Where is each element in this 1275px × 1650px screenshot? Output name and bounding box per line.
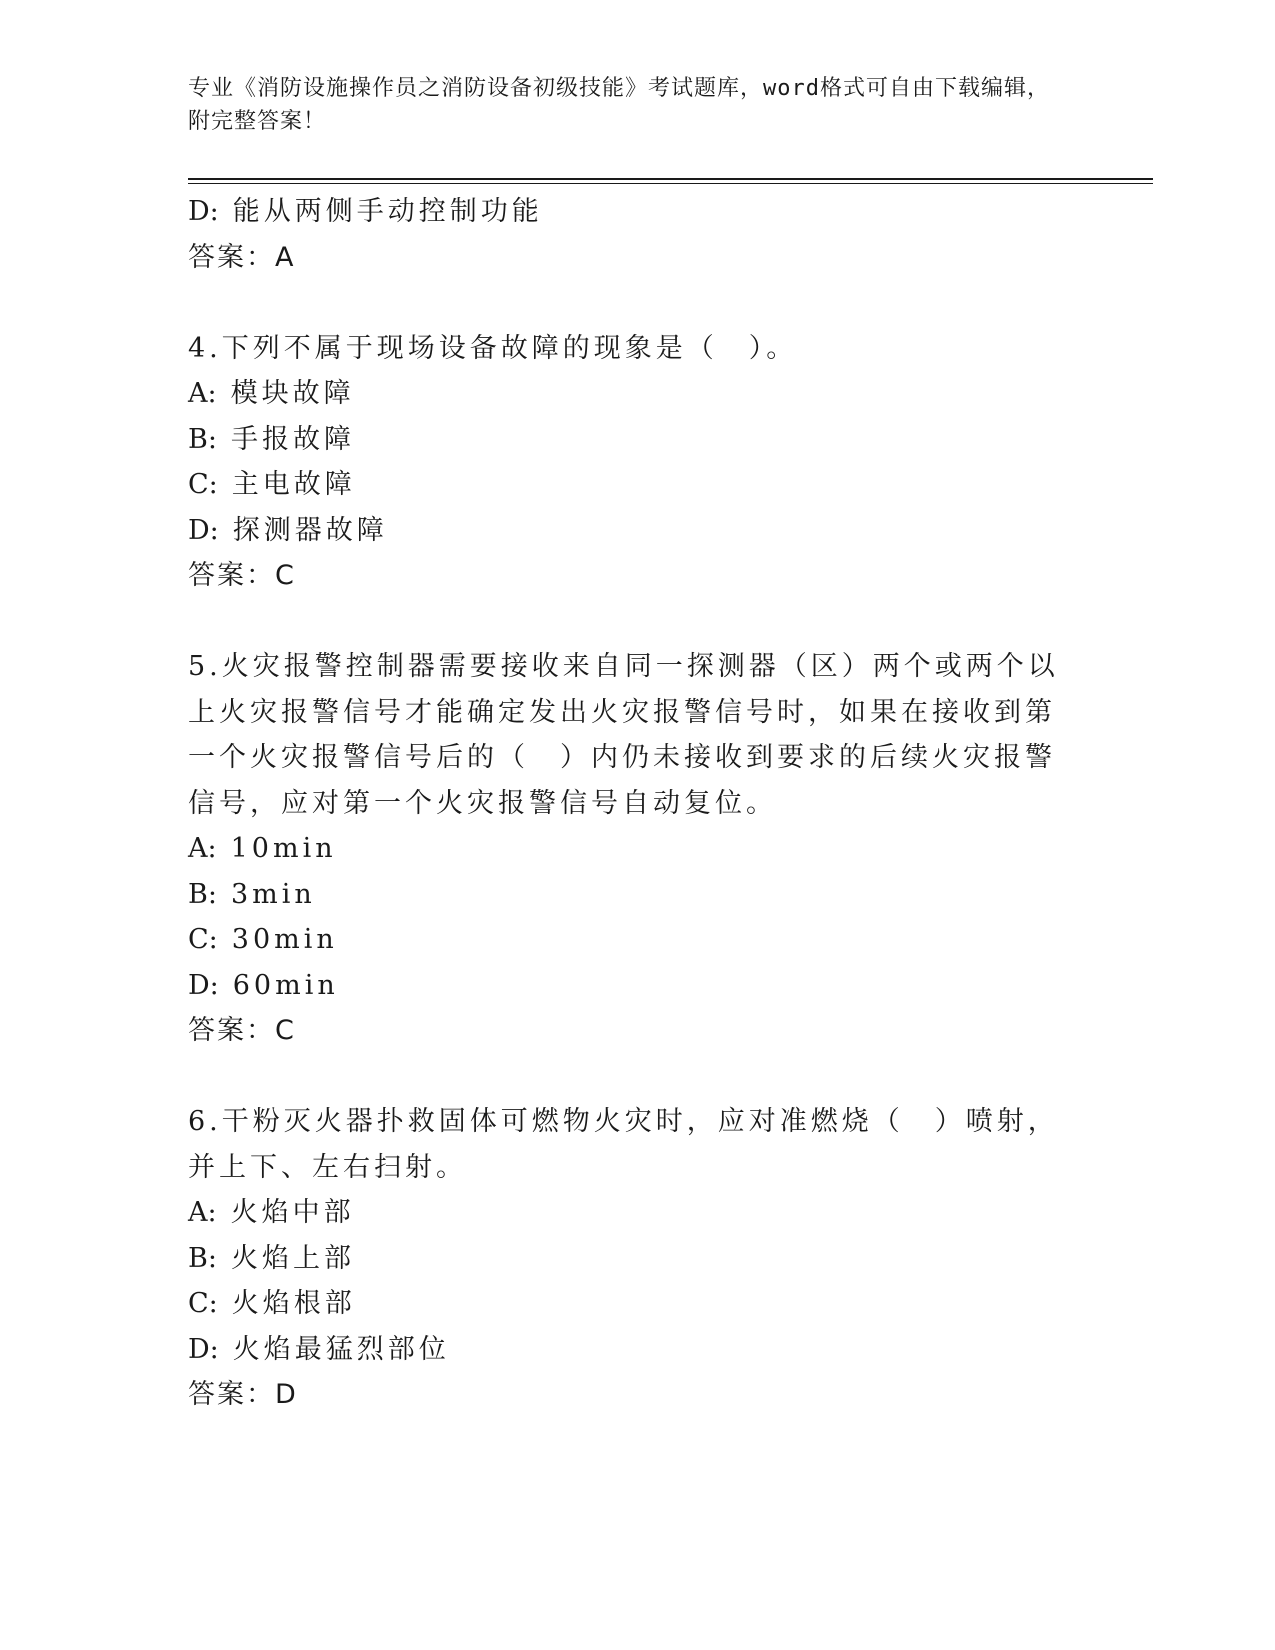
option-key: C: (188, 1288, 218, 1319)
option-a (188, 371, 1068, 417)
option-key: C: (188, 469, 218, 500)
option-text: 3min (230, 878, 316, 910)
option-text: 探测器故障 (232, 514, 388, 546)
question-list (188, 189, 1068, 1418)
option-key: D: (188, 1333, 219, 1365)
option-d (188, 1327, 1068, 1373)
option-text: 能从两侧手动控制功能 (232, 196, 543, 227)
option-text: 火焰中部 (230, 1197, 355, 1228)
option-key: D: (188, 196, 219, 227)
option-text: 30min (231, 924, 338, 955)
option-text: 火焰最猛烈部位 (232, 1333, 450, 1365)
option-c (188, 462, 1068, 508)
option-key: D: (188, 514, 219, 546)
answer-line: 答案：C (188, 1015, 296, 1046)
option-key: A: (188, 833, 217, 864)
option-text: 火焰根部 (231, 1288, 356, 1319)
question-stem: 6.干粉灭火器扑救固体可燃物火灾时，应对准燃烧（ ）喷射，并上下、左右扫射。 (188, 1106, 1059, 1183)
header-divider-thin (188, 183, 1153, 184)
option-b (188, 1236, 1068, 1282)
question-block (188, 326, 1068, 599)
option-c (188, 1281, 1068, 1327)
option-b (188, 417, 1068, 463)
option-a (188, 826, 1068, 872)
answer-line: 答案：A (188, 241, 296, 273)
option-text: 模块故障 (230, 378, 355, 409)
option-d (188, 508, 1068, 554)
option-text: 主电故障 (231, 469, 356, 500)
option-key: B: (188, 1242, 217, 1274)
question-stem: 4.下列不属于现场设备故障的现象是（ ）。 (188, 332, 798, 364)
option-text: 手报故障 (230, 423, 355, 455)
option-key: A: (188, 1197, 217, 1228)
question-block (188, 1099, 1068, 1418)
option-key: A: (188, 378, 217, 409)
answer-line: 答案：D (188, 1379, 298, 1410)
option-key: D: (188, 969, 219, 1001)
option-d (188, 963, 1068, 1009)
header-divider (188, 178, 1153, 180)
option-c (188, 917, 1068, 963)
page-header: 专业《消防设施操作员之消防设备初级技能》考试题库，word格式可自由下载编辑，附完整答案！ (188, 76, 1050, 134)
option-b (188, 872, 1068, 918)
question-stem: 5.火灾报警控制器需要接收来自同一探测器（区）两个或两个以上火灾报警信号才能确定发出火灾报警信号时，如果在接收到第一个火灾报警信号后的（ ）内仍未接收到要求的后续火灾报警信号，应对第一个火灾报警信号自动复位。 (188, 651, 1059, 819)
option-key: C: (188, 924, 218, 955)
option-d (188, 189, 1068, 235)
option-a (188, 1190, 1068, 1236)
option-key: B: (188, 423, 217, 455)
question-block (188, 644, 1068, 1054)
option-text: 10min (230, 833, 337, 864)
answer-line: 答案：C (188, 560, 296, 591)
previous-question (188, 189, 1068, 280)
option-text: 火焰上部 (230, 1242, 355, 1274)
option-key: B: (188, 878, 217, 910)
option-text: 60min (232, 969, 339, 1001)
